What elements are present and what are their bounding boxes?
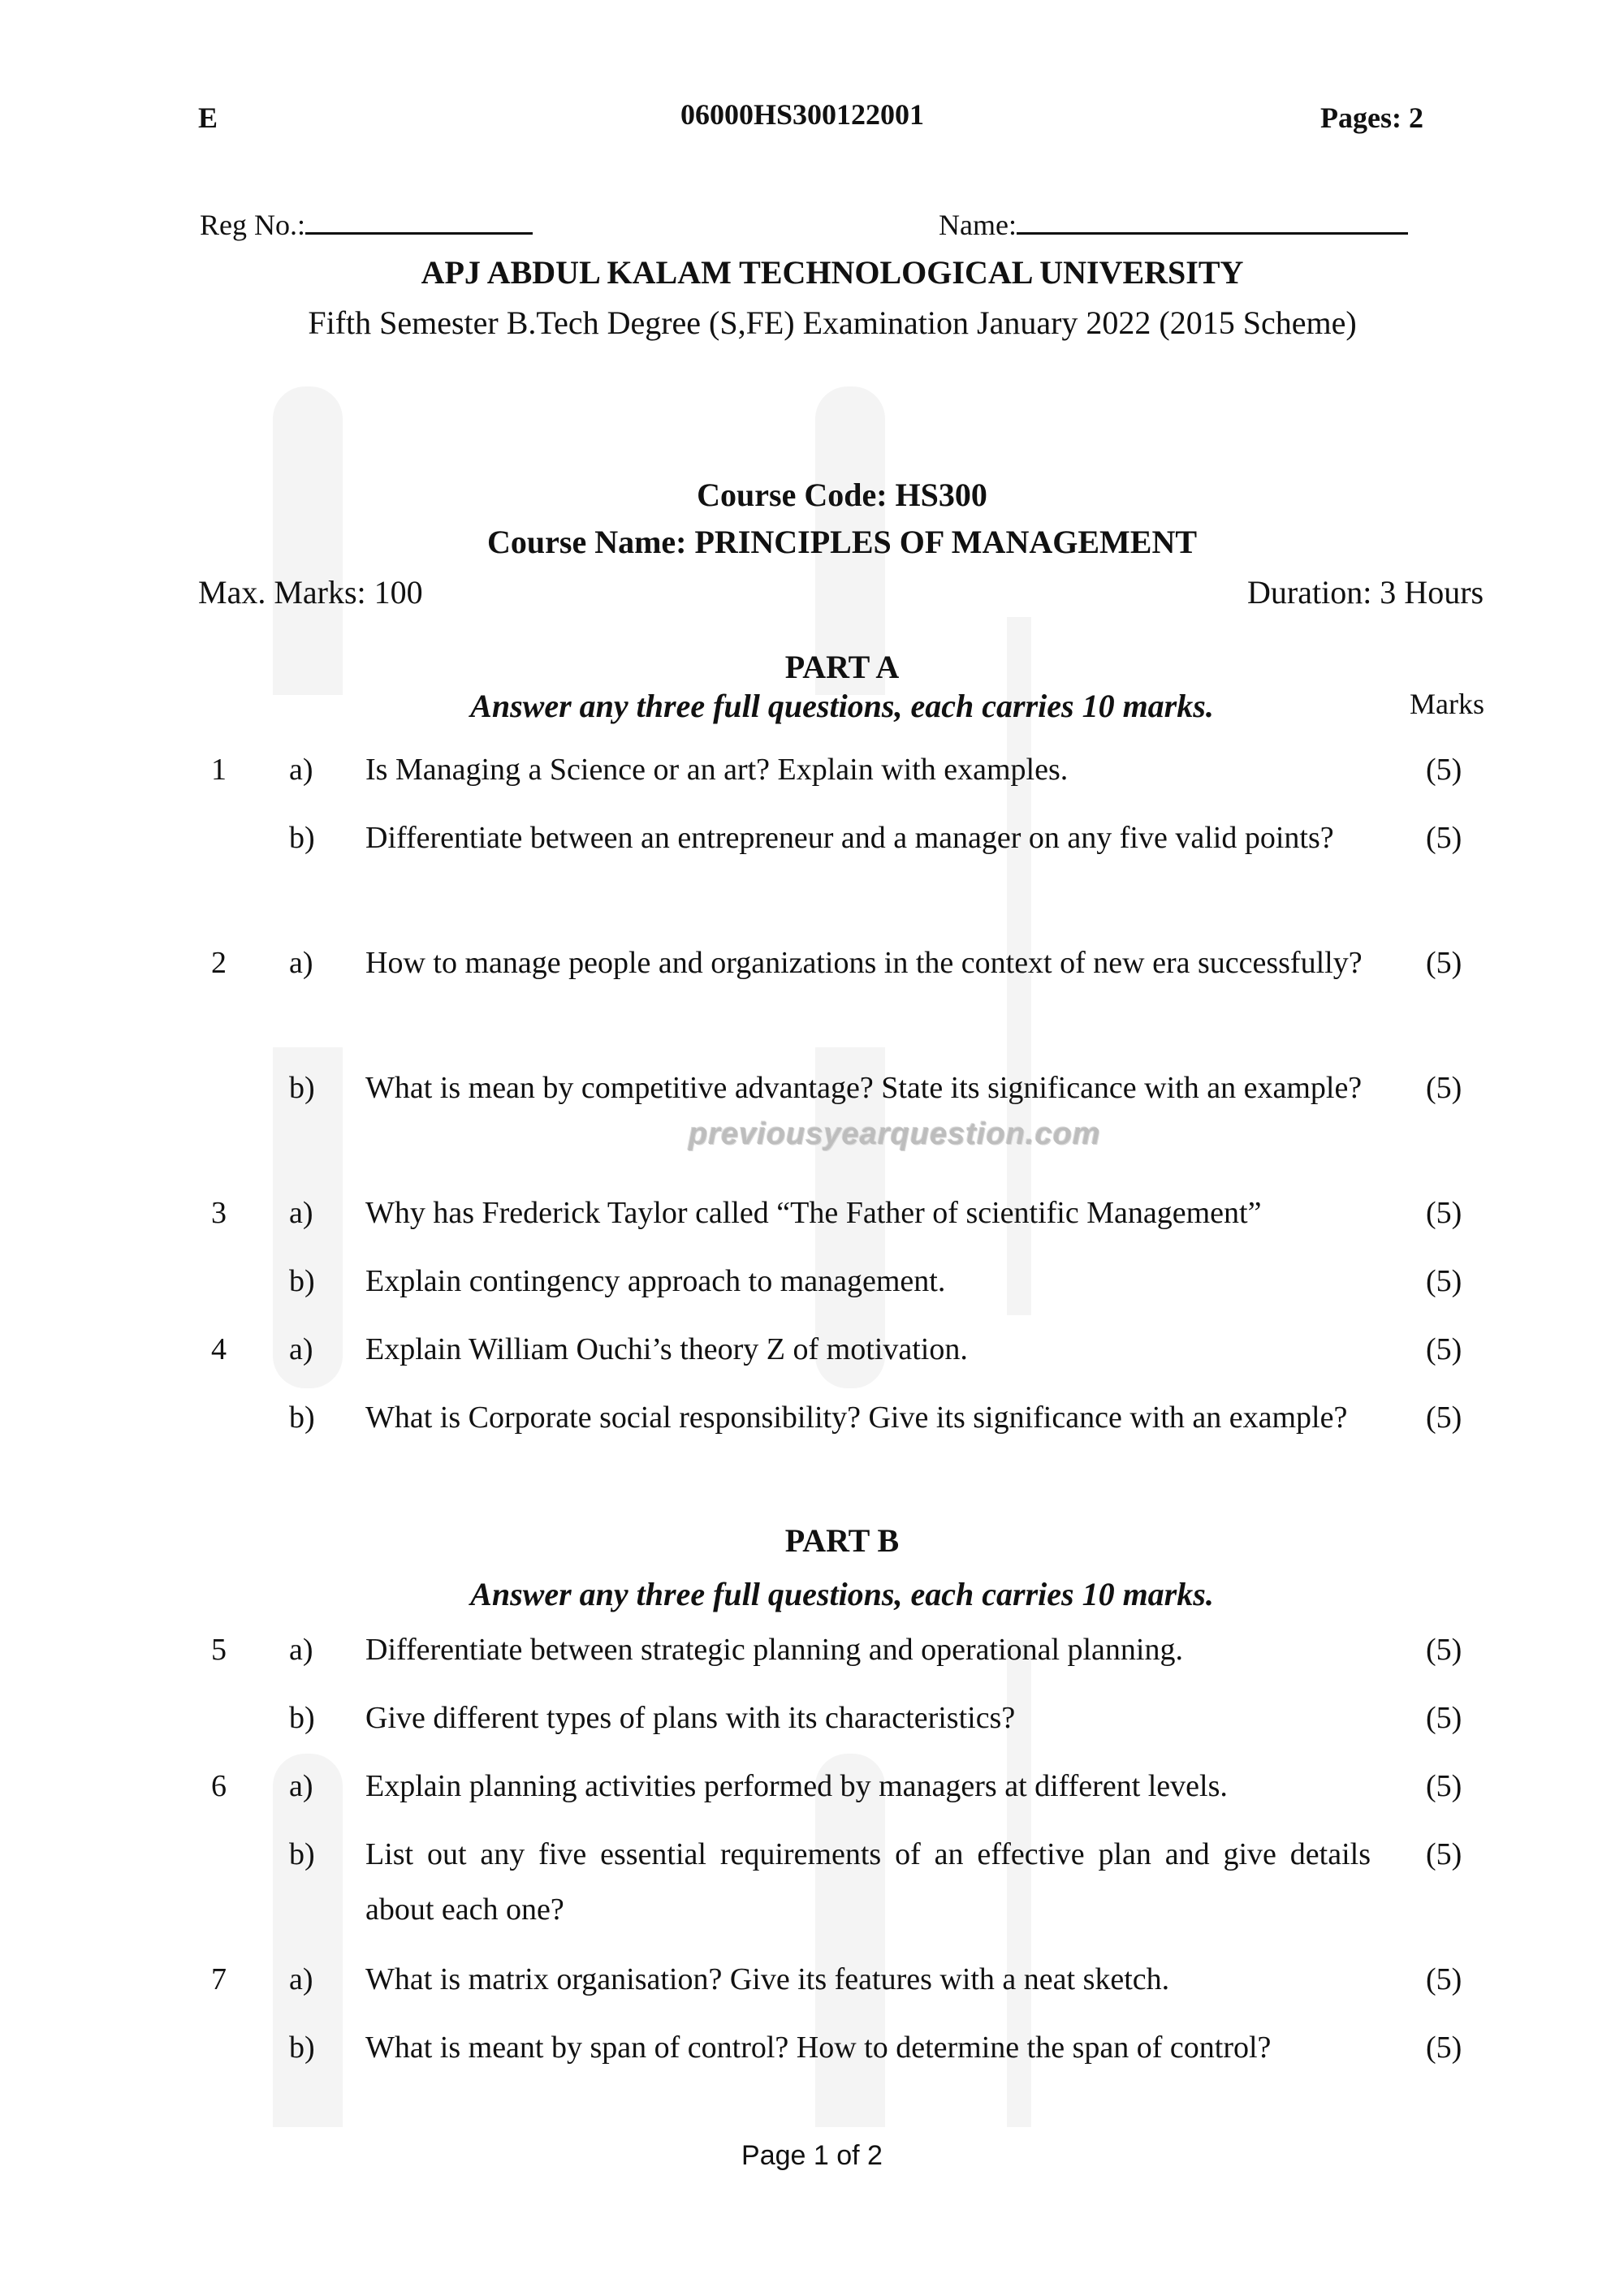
question-part: a) [289,1769,313,1803]
question-part: a) [289,1633,313,1667]
question-text: What is matrix organisation? Give its features with a neat sketch. [365,1962,1170,1996]
name-field [939,206,1408,242]
question-marks: (5) [1426,946,1462,980]
course-code: Course Code: HS300 [697,477,987,513]
question-text: Explain contingency approach to management. [365,1264,946,1298]
question-marks: (5) [1426,1332,1462,1366]
question-number: 3 [211,1196,227,1230]
page-count: Pages: 2 [1320,101,1423,134]
university-name: APJ ABDUL KALAM TECHNOLOGICAL UNIVERSITY [421,254,1244,291]
exam-title: Fifth Semester B.Tech Degree (S,FE) Examination January 2022 (2015 Scheme) [308,304,1357,341]
question-marks: (5) [1426,1264,1462,1298]
question-text: What is meant by span of control? How to determine the span of control? [365,2031,1272,2065]
question-number: 6 [211,1769,227,1803]
part-a-title: PART A [784,649,900,685]
course-name: Course Name: PRINCIPLES OF MANAGEMENT [486,524,1198,560]
part-b-instruction: Answer any three full questions, each carries 10 marks. [470,1576,1214,1612]
question-number: 5 [211,1633,227,1667]
question-marks: (5) [1426,1962,1462,1996]
question-number: 1 [211,753,227,787]
marks-column-header: Marks [1410,688,1484,720]
question-part: b) [289,1400,315,1435]
question-text: Is Managing a Science or an art? Explain with examples. [365,753,1069,787]
question-marks: (5) [1426,753,1462,787]
question-marks: (5) [1426,1701,1462,1735]
question-marks: (5) [1426,1196,1462,1230]
name-blank [1017,206,1408,235]
question-part: b) [289,821,315,855]
question-marks: (5) [1426,1633,1462,1667]
question-text: Differentiate between strategic planning and operational planning. [365,1633,1183,1667]
question-part: a) [289,1332,313,1366]
reg-no-blank [305,206,533,235]
question-marks: (5) [1426,821,1462,855]
question-number: 4 [211,1332,227,1366]
question-part: a) [289,946,313,980]
question-marks: (5) [1426,1837,1462,1871]
duration: Duration: 3 Hours [1247,574,1484,611]
question-marks: (5) [1426,1071,1462,1105]
question-text: What is Corporate social responsibility? Give its significance with an example? [365,1400,1348,1435]
question-part: b) [289,1701,315,1735]
question-marks: (5) [1426,1400,1462,1435]
question-part: b) [289,1264,315,1298]
question-marks: (5) [1426,2031,1462,2065]
question-part: a) [289,1962,313,1996]
question-text: How to manage people and organizations in the context of new era successfully? [365,946,1363,980]
page-footer: Page 1 of 2 [741,2140,883,2171]
part-a-instruction: Answer any three full questions, each carries 10 marks. [470,688,1214,724]
part-b-title: PART B [784,1522,900,1559]
question-number: 7 [211,1962,227,1996]
question-text: What is mean by competitive advantage? State its significance with an example? [365,1071,1363,1105]
question-text: Explain planning activities performed by managers at different levels. [365,1769,1228,1803]
reg-no-field [200,206,533,242]
name-label: Name: [939,209,1017,241]
question-part: b) [289,1837,315,1871]
question-part: b) [289,1071,315,1105]
question-text: List out any five essential requirements of an effective plan and give details about each one? [365,1837,1371,1927]
max-marks: Max. Marks: 100 [198,574,423,611]
question-number: 2 [211,946,227,980]
question-marks: (5) [1426,1769,1462,1803]
watermark-text: previousyearquestion.com [689,1117,1101,1151]
question-part: b) [289,2031,315,2065]
question-text: Why has Frederick Taylor called “The Father of scientific Management” [365,1196,1262,1230]
question-set: E [198,101,218,134]
question-part: a) [289,753,313,787]
question-text: Give different types of plans with its characteristics? [365,1701,1016,1735]
question-text: Explain William Ouchi’s theory Z of motivation. [365,1332,968,1366]
paper-code: 06000HS300122001 [680,98,925,131]
question-text: Differentiate between an entrepreneur and a manager on any five valid points? [365,821,1334,855]
reg-no-label: Reg No.: [200,209,305,241]
question-part: a) [289,1196,313,1230]
